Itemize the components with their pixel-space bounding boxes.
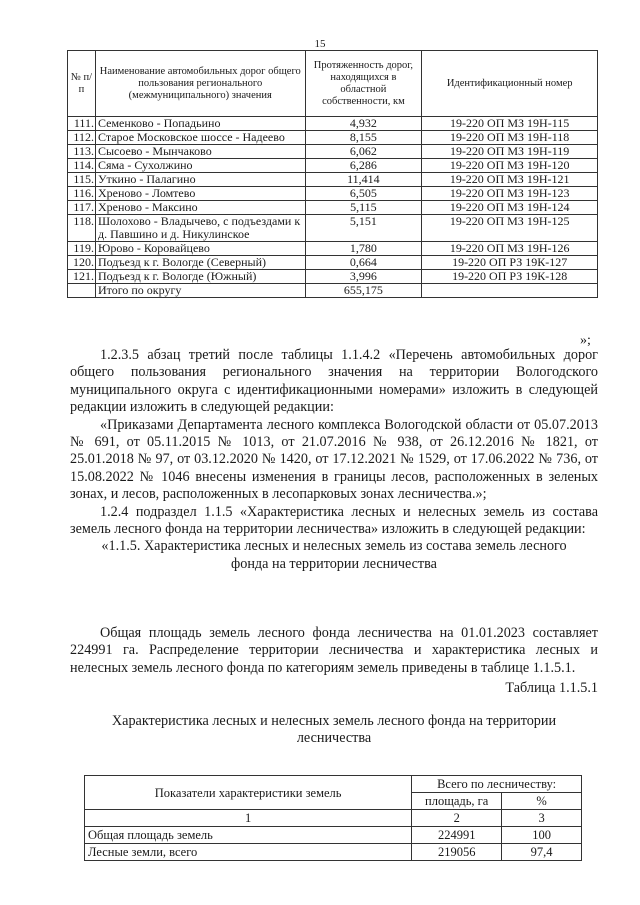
header-indicators: Показатели характеристики земель	[85, 776, 412, 810]
row-length: 6,062	[305, 145, 422, 159]
row-length: 5,151	[305, 215, 422, 242]
row-length: 8,155	[305, 131, 422, 145]
row-id: 19-220 ОП МЗ 19Н-115	[422, 117, 598, 131]
row-name: Лесные земли, всего	[85, 844, 412, 861]
total-value: 655,175	[305, 284, 422, 298]
row-length: 6,505	[305, 187, 422, 201]
row-name: Юрово - Коровайцево	[95, 242, 305, 256]
paragraph-1: 1.2.3.5 абзац третий после таблицы 1.1.4.2 «Перечень автомобильных дорог общего пользования регионального значения на территории Вологодского муниципального округа с идентификационными номерами» изложить в следующей редакции изложить в следующей редакции:	[70, 347, 598, 416]
row-area: 224991	[412, 827, 502, 844]
row-name: Сяма - Сухолжино	[95, 159, 305, 173]
row-name: Семенково - Попадьино	[95, 117, 305, 131]
total-empty	[68, 284, 96, 298]
table-title: Характеристика лесных и нелесных земель лесного фонда на территории лесничества	[111, 712, 557, 747]
row-length: 5,115	[305, 201, 422, 215]
table-row	[68, 215, 598, 242]
table-row	[68, 173, 598, 187]
header-length: Протяженность дорог, находящихся в областной собственности, км	[305, 51, 422, 117]
table-reference: Таблица 1.1.5.1	[505, 680, 598, 697]
table-row	[68, 201, 598, 215]
row-number: 113.	[68, 145, 96, 159]
header-total: Всего по лесничеству:	[412, 776, 582, 793]
row-name: Хреново - Ломтево	[95, 187, 305, 201]
row-number: 121.	[68, 270, 96, 284]
row-id: 19-220 ОП РЗ 19К-128	[422, 270, 598, 284]
table-row	[68, 145, 598, 159]
row-pct: 97,4	[502, 844, 582, 861]
row-length: 11,414	[305, 173, 422, 187]
total-empty	[422, 284, 598, 298]
row-number: 111.	[68, 117, 96, 131]
amendment-text	[70, 347, 598, 573]
row-id: 19-220 ОП МЗ 19Н-123	[422, 187, 598, 201]
table-row	[68, 131, 598, 145]
header-pct: %	[502, 793, 582, 810]
table-row	[68, 159, 598, 173]
row-id: 19-220 ОП МЗ 19Н-121	[422, 173, 598, 187]
row-number: 117.	[68, 201, 96, 215]
page-number: 15	[314, 38, 326, 50]
row-number: 112.	[68, 131, 96, 145]
header-area: площадь, га	[412, 793, 502, 810]
area-text	[70, 625, 598, 747]
table-row	[68, 256, 598, 270]
paragraph-3: 1.2.4 подраздел 1.1.5 «Характеристика лесных и нелесных земель из состава земель лесного фонда на территории лесничества» изложить в следующей редакции:	[70, 503, 598, 538]
row-area: 219056	[412, 844, 502, 861]
col-num: 3	[502, 810, 582, 827]
row-length: 1,780	[305, 242, 422, 256]
header-num: № п/п	[68, 51, 96, 117]
row-name: Подъезд к г. Вологде (Южный)	[95, 270, 305, 284]
table-row	[68, 270, 598, 284]
row-number: 116.	[68, 187, 96, 201]
table-row	[85, 844, 582, 861]
total-label: Итого по округу	[95, 284, 305, 298]
section-heading: «1.1.5. Характеристика лесных и нелесных земель из состава земель лесного фонда на территории лесничества	[101, 538, 567, 572]
col-num: 1	[85, 810, 412, 827]
row-name: Старое Московское шоссе - Надеево	[95, 131, 305, 145]
row-length: 4,932	[305, 117, 422, 131]
paragraph-4: Общая площадь земель лесного фонда лесничества на 01.01.2023 составляет 224991 га. Распределение территории лесничества и характеристика лесных и нелесных земель лесного фонда по категориям земель приведены в таблице 1.1.5.1.	[70, 625, 598, 676]
land-characteristics-table	[84, 775, 582, 861]
row-name: Сысоево - Мынчаково	[95, 145, 305, 159]
row-number: 118.	[68, 215, 96, 242]
row-number: 114.	[68, 159, 96, 173]
row-length: 3,996	[305, 270, 422, 284]
row-number: 120.	[68, 256, 96, 270]
paragraph-2: «Приказами Департамента лесного комплекса Вологодской области от 05.07.2013 № 691, от 05.11.2015 № 1013, от 21.07.2016 № 938, от 26.12.2016 № 1821, от 25.01.2018 № 97, от 03.12.2020 № 1420, от 17.12.2021 № 1529, от 17.06.2022 № 736, от 15.08.2022 № 1046 внесены изменения в границы лесов, расположенных в зеленых зонах, и лесов, расположенных в лесопарковых зонах лесничества.»;	[70, 416, 598, 503]
total-row	[68, 284, 598, 298]
roads-table	[67, 50, 598, 298]
row-id: 19-220 ОП МЗ 19Н-119	[422, 145, 598, 159]
row-number: 115.	[68, 173, 96, 187]
row-id: 19-220 ОП МЗ 19Н-118	[422, 131, 598, 145]
row-name: Подъезд к г. Вологде (Северный)	[95, 256, 305, 270]
row-name: Шолохово - Владычево, с подъездами к д. Павшино и д. Никулинское	[95, 215, 305, 242]
row-id: 19-220 ОП МЗ 19Н-124	[422, 201, 598, 215]
header-name: Наименование автомобильных дорог общего пользования регионального (межмуниципального) значения	[95, 51, 305, 117]
table-row	[85, 827, 582, 844]
row-id: 19-220 ОП РЗ 19К-127	[422, 256, 598, 270]
header-id: Идентификационный номер	[422, 51, 598, 117]
row-id: 19-220 ОП МЗ 19Н-126	[422, 242, 598, 256]
row-name: Общая площадь земель	[85, 827, 412, 844]
row-length: 6,286	[305, 159, 422, 173]
row-id: 19-220 ОП МЗ 19Н-125	[422, 215, 598, 242]
closing-quote: »;	[580, 333, 591, 348]
col-num: 2	[412, 810, 502, 827]
table-row	[68, 242, 598, 256]
row-pct: 100	[502, 827, 582, 844]
row-number: 119.	[68, 242, 96, 256]
row-length: 0,664	[305, 256, 422, 270]
row-id: 19-220 ОП МЗ 19Н-120	[422, 159, 598, 173]
row-name: Уткино - Палагино	[95, 173, 305, 187]
table-row	[68, 117, 598, 131]
row-name: Хреново - Максино	[95, 201, 305, 215]
table-row	[68, 187, 598, 201]
